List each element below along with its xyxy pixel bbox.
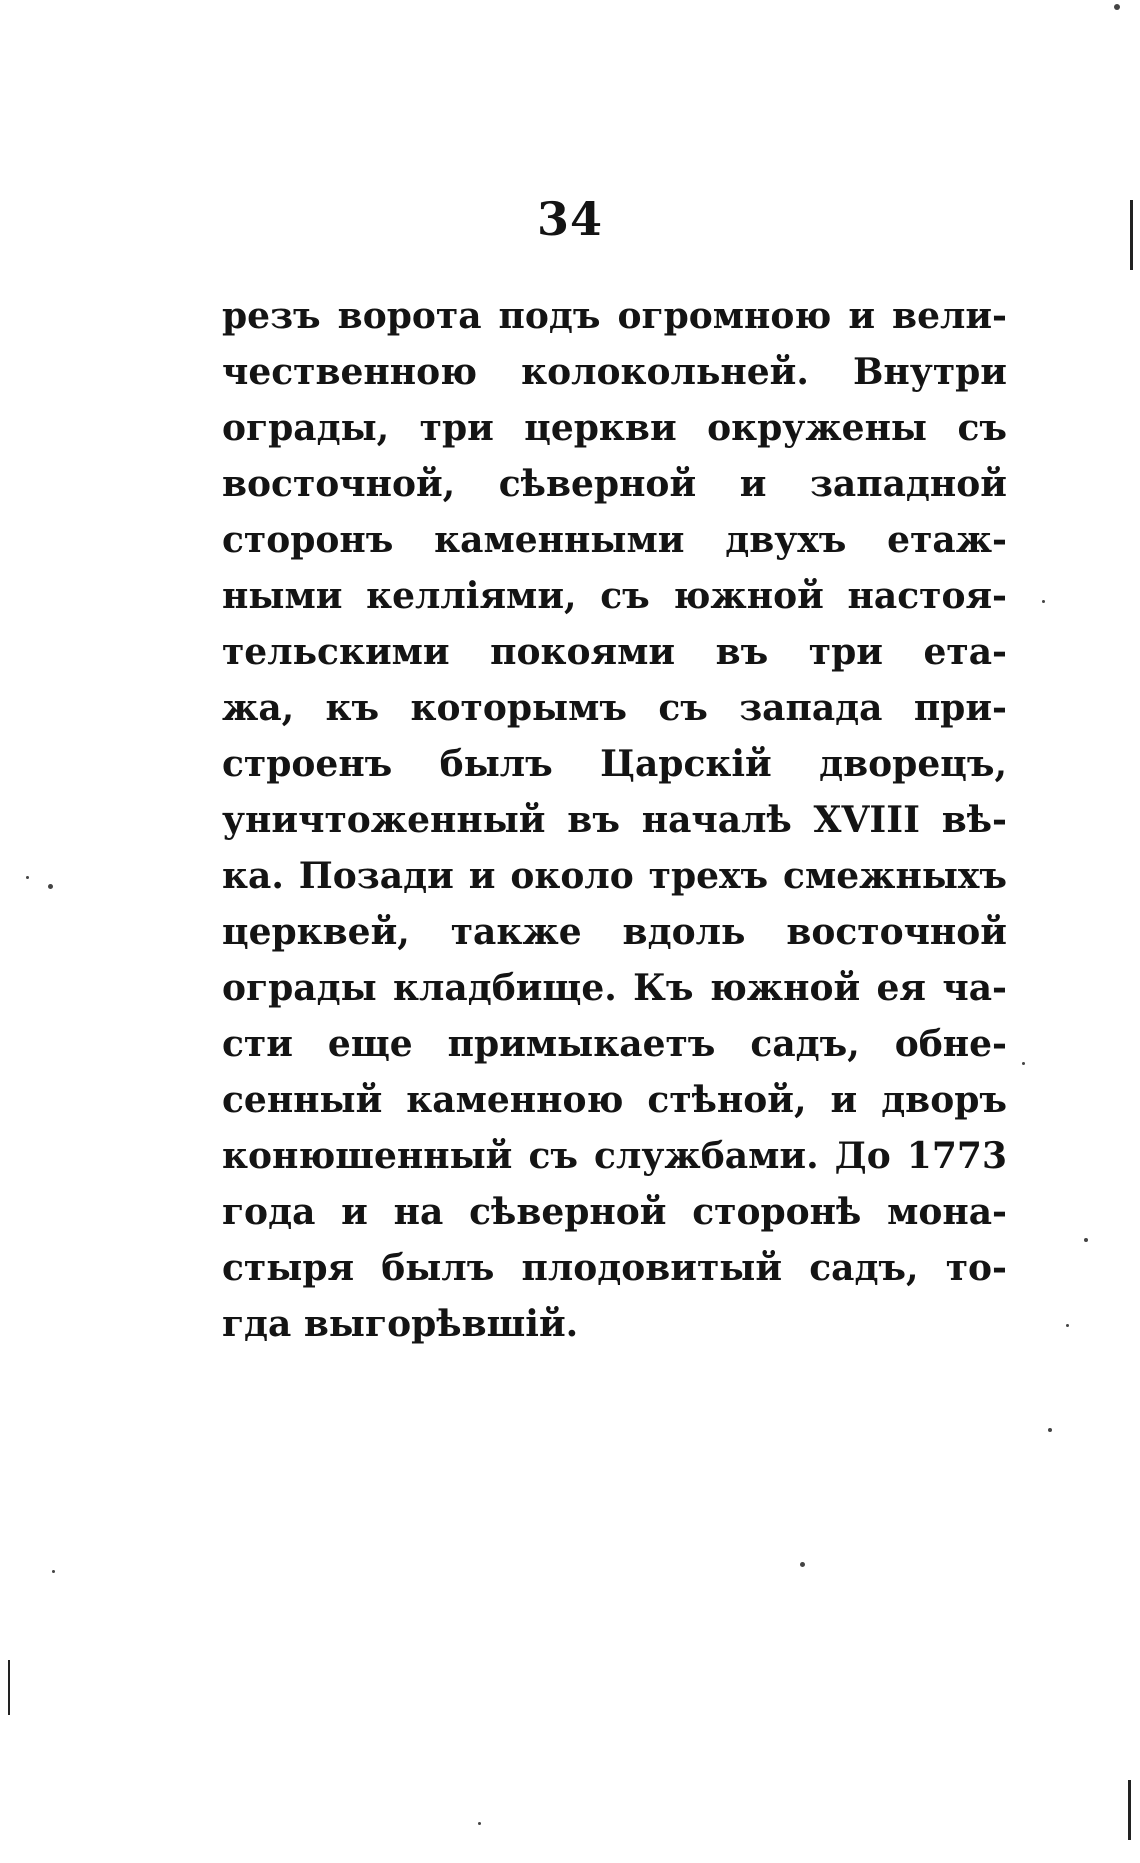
text-line: восточной, сѣверной и западной: [222, 463, 1007, 505]
scan-edge-mark: [1128, 1780, 1131, 1840]
text-line: сторонъ каменными двухъ етаж-: [222, 519, 1007, 561]
scan-edge-mark: [8, 1660, 10, 1715]
scan-speck: [800, 1562, 805, 1567]
text-line: ограды кладбище. Къ южной ея ча-: [222, 967, 1007, 1009]
scan-speck: [52, 1570, 55, 1573]
text-line: тельскими покоями въ три ета-: [222, 631, 1007, 673]
scan-speck: [1022, 1062, 1025, 1065]
text-line: года и на сѣверной сторонѣ мона-: [222, 1191, 1007, 1233]
text-line: уничтоженный въ началѣ XVIII вѣ-: [222, 799, 1007, 841]
text-line: стыря былъ плодовитый садъ, то-: [222, 1247, 1007, 1289]
page-number: 34: [536, 192, 603, 246]
scan-speck: [26, 876, 29, 879]
text-line: церквей, также вдоль восточной: [222, 911, 1007, 953]
text-line: ка. Позади и около трехъ смежныхъ: [222, 855, 1007, 897]
scan-speck: [1084, 1238, 1088, 1242]
scan-speck: [48, 884, 53, 889]
scan-speck: [1048, 1428, 1052, 1432]
text-line: жа, къ которымъ съ запада при-: [222, 687, 1007, 729]
scan-speck: [1114, 4, 1120, 10]
text-line: конюшенный съ службами. До 1773: [222, 1135, 1007, 1177]
text-line: сти еще примыкаетъ садъ, обне-: [222, 1023, 1007, 1065]
text-line: чественною колокольней. Внутри: [222, 351, 1007, 393]
text-line: строенъ былъ Царскій дворецъ,: [222, 743, 1007, 785]
text-line: гда выгорѣвшій.: [222, 1303, 579, 1345]
body-text: [222, 288, 1007, 1352]
text-line: резъ ворота подъ огромною и вели-: [222, 295, 1007, 337]
scan-speck: [1066, 1324, 1069, 1327]
text-line: ограды, три церкви окружены съ: [222, 407, 1007, 449]
scan-speck: [1042, 600, 1045, 603]
scan-speck: [478, 1822, 481, 1825]
text-line: сенный каменною стѣной, и дворъ: [222, 1079, 1007, 1121]
scan-edge-mark: [1130, 200, 1133, 270]
text-line: ными келліями, съ южной настоя-: [222, 575, 1007, 617]
